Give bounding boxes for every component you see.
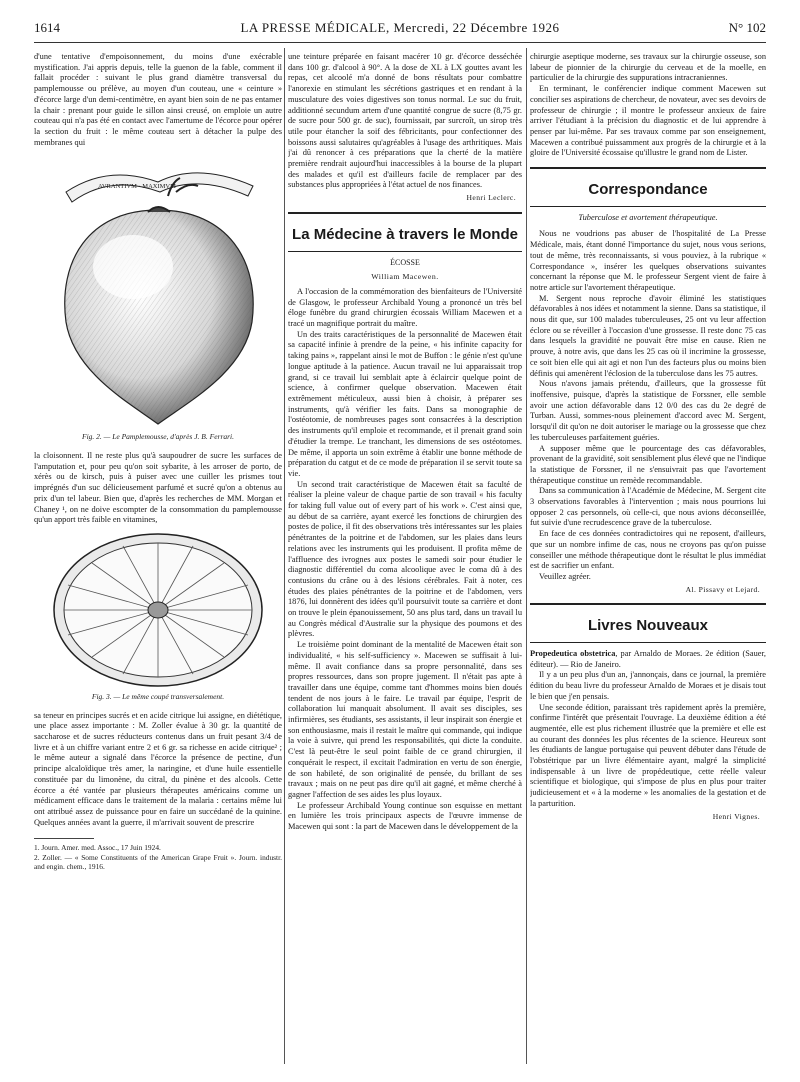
paragraph: En terminant, le conférencier indique comment Macewen sut concilier ses aspirations de chercheur, de novateur, avec ses devoirs de professeur de chirurgie ; il montre le professeur anxieux de faire arriver l'étudiant à la précision du diagnostic et de lui apprendre à penser par lui-même. Par ses travaux comme par son enseignement, Macewen a contribué puissamment aux progrès de la chirurgie et à la gloire de l'Université écossaise qu'illustre le grand nom de Lister. [530,84,766,158]
paragraph: Un des traits caractéristiques de la personnalité de Macewen était sa capacité infinie à prendre de la peine, « his infinite capacity for taking pains », rappelant ainsi le mot de Buffon : le génie n'est qu'une longue aptitude à la patience. Aucun travail ne lui apparaissait trop grand, si ce travail lui semblait apte à éclaircir quelque point de science, à confirmer quelque observation. Macewen était extrêmement méticuleux, aussi bien à choisir, à préparer ses instruments, qu'à vérifier les faits. Dans sa monographie de l'ostéotomie, de nombreuses pages sont consacrées à la description des instruments qu'il emploie et recommande, et il prenait grand soin d'étudier la trempe. Le tranchant, les dimensions de ses ostéotomes. De même, il apporta un soin extrême à établir une bonne méthode de préparation du catgut et de ce mode de préparation il se servit toute sa vie. [288,329,522,478]
book-reference [530,649,766,670]
column-3 [530,52,766,1062]
section-title: Livres Nouveaux [587,617,709,635]
paragraph: A l'occasion de la commémoration des bienfaiteurs de l'Université de Glasgow, le professeur Archibald Young a prononcé un très bel éloge funèbre du grand chirurgien écossais William Macewen et a tracé un magnifique portrait du maître. [288,286,522,329]
book-title: Propedeutica obstetrica [530,649,616,659]
column-rule-2 [526,48,527,1064]
book-meta: , par Arnaldo de Moraes. 2e édition (Sauer, éditeur). — Rio de Janeiro. [530,649,766,669]
paragraph: M. Sergent nous reproche d'avoir éliminé les statistiques défavorables à nos idées et notamment la sienne. Dans sa statistique, il nous dit que, sur 100 malades tuberculeuses, 25 ont vu leur affection éclore ou se réveiller à l'occasion d'une grossesse. Il reste donc 75 cas dans lesquels la gravidité ne pouvait être mise en cause. Rien ne prouve, à notre avis, que dans les 25 cas où il incrimine la grossesse, ce soit bien elle qui ait agi et non l'un des facteurs plus ou moins bien définis qui amenèrent l'éclosion de la tuberculose dans les 75 autres. [530,293,766,378]
footnote-1: 1. Journ. Amer. med. Assoc., 17 Juin 1924. [34,843,161,853]
footnote-rule [34,838,94,839]
paragraph: une teinture préparée en faisant macérer 10 gr. d'écorce desséchée dans 100 gr. d'alcool à 90°. A la dose de XL à LX gouttes avant les repas, cet alcoolé m'a donné de bons résultats pour combattre l'anorexie en stimulant les sécrétions gastriques et en rendant à la musculature des voies digestives son tonus normal. Le suc du fruit, additionné secundum artem d'une quantité congrue de sucre (8,75 gr. de sucre pour 500 gr. de suc), fournissait, par surcroît, un sirop très utile pour étancher la soif des fébricitants, pour confectionner des boissons aussi salutaires qu'agréables à l'usage des arthritiques. Mais j'ai dû renoncer à ces préparations que la cherté de la matière première rendrait aujourd'hui inaccessibles à la bourse de la plupart des malades et qu'il est d'ailleurs facile de remplacer par des substances plus appropriées à l'état actuel de nos finances. [288,52,522,190]
grapefruit-cross-section-illustration [48,530,268,690]
header-rule [34,42,766,43]
paragraph: d'une tentative d'empoisonnement, du moins d'une exécrable mystification. J'ai appris depuis, telle la guenon de la fable, comment il fallait procéder : suivant le plus grand diamètre transversal du pamplemousse ou prélève, au moyen d'un couteau, une « ceinture » d'écorce large d'un demi-centimètre, en ayant bien soin de ne pas entamer la chair : prenant pour guide le sillon ainsi creusé, on emploie un autre couteau qui n'a pas été en contact avec l'amertume de l'écorce pour opérer la section du fruit : le même couteau sert à détacher la pulpe des membranes qui [34,52,282,147]
paragraph: sa teneur en principes sucrés et en acide citrique lui assigne, en diététique, une place assez importante : M. Zoller évalue à 30 gr. la quantité de saccharose et de sucres réducteurs contenus dans un fruit pesant 3/4 de livre et à un chiffre variant entre 2 et 6 gr. sa richesse en acide citrique² ; le même auteur a signalé dans l'écorce la présence de pectine, d'un principe alcaloïdique très amer, la naringine, et d'une huile essentielle constituée par du limonène, du citral, du pinène et des alcools. Cette écorce a été vantée par plusieurs thérapeutes américains comme un médicament efficace dans le traitement de la malaria : certains même lui ont attribué assez de puissance pour en faire un succédané de la quinine. Quelques années avant la guerre, il m'arrivait souvent de prescrire [34,710,282,827]
footnote-2: 2. Zoller. — « Some Constituents of the American Grape Fruit ». Journ. industr. and engin. chem., 1916. [34,852,282,872]
paragraph: Un second trait caractéristique de Macewen était sa faculté de réaliser la pleine valeur de chaque partie de son travail « his faculty for taking full value out of every part of his work ». C'est ainsi que, au début de sa carrière, ayant exercé les fonctions de chirurgien des postes de police, il fit des observations très intéressantes sur les plaies pénétrantes de la poitrine et de l'abdomen, sur les plaies dans leurs relations avec les instruments qui les produisent. Il profita même de l'affluence des ivrognes aux postes le samedi soir pour étudier le diagnostic différentiel du coma alcoolique avec le coma dû à des contusions du crâne ou à des lésions cérébrales. Fait à noter, ces études des plaies pénétrantes de la poitrine et de l'abdomen, vers 1876, lui donnèrent des idées qu'il poursuivit toute sa carrière et dont on trouve le plein épanouissement, 50 ans plus tard, dans un travail lu au Congrès médical d'Australie sur la physique des poumons et des plèvres. [288,479,522,639]
highlight [93,235,173,299]
issue-number: N° 102 [728,20,766,35]
paragraph: Nous ne voudrions pas abuser de l'hospitalité de La Presse Médicale, mais, étant donné l'importance du sujet, nous vous serions, tout de même, très reconnaissants, si vous pouviez, à la rubrique « Correspondance », insérer les quelques observations suivantes concernant la réponse que M. le professeur Sergent vient de faire à notre article sur l'avortement thérapeutique. [530,229,766,292]
signature: Henri Vignes. [712,811,760,821]
paragraph: Nous n'avons jamais prétendu, d'ailleurs, que la grossesse fût inoffensive, puisque, d'après la statistique de Forssner, elle semble avoir une action défavorable dans 12 0/0 des cas du 2e degré de Turban. Aussi, sommes-nous pleinement d'accord avec M. Sergent, lorsqu'il dit qu'on ne doit autoriser le mariage ou la grossesse que chez les tuberculeuses parfaitement guéries. [530,379,766,442]
running-header [34,20,766,40]
paragraph: Une seconde édition, paraissant très rapidement après la première, confirme l'intérêt que présentait l'ouvrage. La deuxième édition a été augmentée, elle est plus richement illustrée que la première et elle est au courant des données les plus récentes de la science. Heureux sont les étudiants de langue portugaise qui peuvent débuter dans l'étude de l'obstétrique par un livre élémentaire ayant, malgré la simplicité indispensable à un livre de propédeutique, cette réelle valeur scientifique et biologique, qui s'impose de plus en plus pour traiter judicieusement et « à la moderne » les anomalies de la gestation et de la parturition. [530,702,766,808]
article-subject: William Macewen. [371,272,439,282]
ribbon-inscription: AVRANTIVM · MAXIMVM [98,183,176,191]
section-header [288,212,522,252]
paragraph: Il y a un peu plus d'un an, j'annonçais, dans ce journal, la première édition du beau livre du professeur Arnaldo de Moraes et je disais tout le bien que j'en pensais. [530,670,766,701]
column-1 [34,52,282,1062]
section-title: Correspondance [588,181,708,199]
journal-title: LA PRESSE MÉDICALE, Mercredi, 22 Décembre 1926 [240,20,560,35]
section-header [530,167,766,207]
paragraph: En face de ces données contradictoires qui ne reposent, d'ailleurs, que sur un nombre infime de cas, nous ne croyons pas qu'on puisse conseiller une méthode thérapeutique dont le résultat le plus immédiat est de sacrifier un enfant. [530,529,766,571]
grapefruit-illustration [48,152,268,430]
page-number: 1614 [34,20,60,35]
country-heading: ÉCOSSE [390,257,420,267]
section-header [530,603,766,643]
column-rule-1 [284,48,285,1064]
paragraph: chirurgie aseptique moderne, ses travaux sur la chirurgie osseuse, son labeur de pionnier de la chirurgie du cerveau et de la moelle, en particulier de la chirurgie des suppurations intracraniennes. [530,52,766,83]
paragraph: Dans sa communication à l'Académie de Médecine, M. Sergent cite 3 observations favorables à l'intervention ; mais nous pourrions lui opposer 2 cas personnels, où celle-ci, que nous avions déconseillée, fut suivie d'une recrudescence grave de la tuberculose. [530,486,766,528]
paragraph: Veuillez agréer. [539,571,591,581]
paragraph: A supposer même que le pourcentage des cas défavorables, provenant de la gravidité, soit sensiblement plus élevé que ne l'indique la statistique de Forssner, il ne s'ensuivrait pas que l'avortement thérapeutique constitue un remède recommandable. [530,443,766,485]
paragraph: Le troisième point dominant de la mentalité de Macewen était son individualité, « his self-sufficiency ». Macewen se suffisait à lui-même. Il avait confiance dans sa propre personnalité, dans ses propres ressources, dans son propre jugement. Il n'était pas apte à travailler dans une équipe, comme tant d'hommes moins bien doués tendent de nos jours à le faire. Le travail par équipe, l'esprit de collaboration lui manquait absolument. Il avait ses disciples, ses infirmières, ses étudiants, ses assistants, il leur inspirait son énergie et son enthousiasme, mais il restait le maître qui commande, qui indique la voie à suivre, qui prend les responsabilités, qui dicte la conduite. C'est là peut-être le seul point faible de ce grand chirurgien, il conquérait le respect, il excitait l'admiration en vertu de son énergie, de son habileté, de son originalité de pensée, du brillant de ses travaux ; mais on ne peut pas dire qu'il ait gagné, et même cherché à gagner l'affection de ses aides les plus loyaux. [288,640,522,799]
signature: Henri Leclerc. [466,193,516,203]
figure-caption: Fig. 3. — Le même coupé transversalement. [91,691,225,701]
section-subtitle: Tuberculose et avortement thérapeutique. [578,212,718,222]
paragraph: Le professeur Archibald Young continue son esquisse en mettant en lumière les trois principaux aspects de l'œuvre immense de Macewen qui sont : la part de Macewen dans le développement de la [288,800,522,832]
figure-caption: Fig. 2. — Le Pamplemousse, d'après J. B. Ferrari. [81,432,234,442]
column-2 [288,52,522,1062]
section-title: La Médecine à travers le Monde [292,225,518,243]
paragraph: la cloisonnent. Il ne reste plus qu'à saupoudrer de sucre les surfaces de l'amputation et, pour peu qu'on soit sybarite, à les arroser de porto, de xérès ou de kirsch, puis à puiser avec une cuiller les prismes tout imprégnés d'un suc délicieusement parfumé et sucré qu'on a obtenus au prix d'un tel labeur. Bien que, d'après les recherches de MM. Morgan et Chaney ¹, on ne doive escompter de la consommation du pamplemousse qu'un apport très faible en vitamines, [34,451,282,525]
signature: Al. Pissavy et Lejard. [685,584,760,594]
